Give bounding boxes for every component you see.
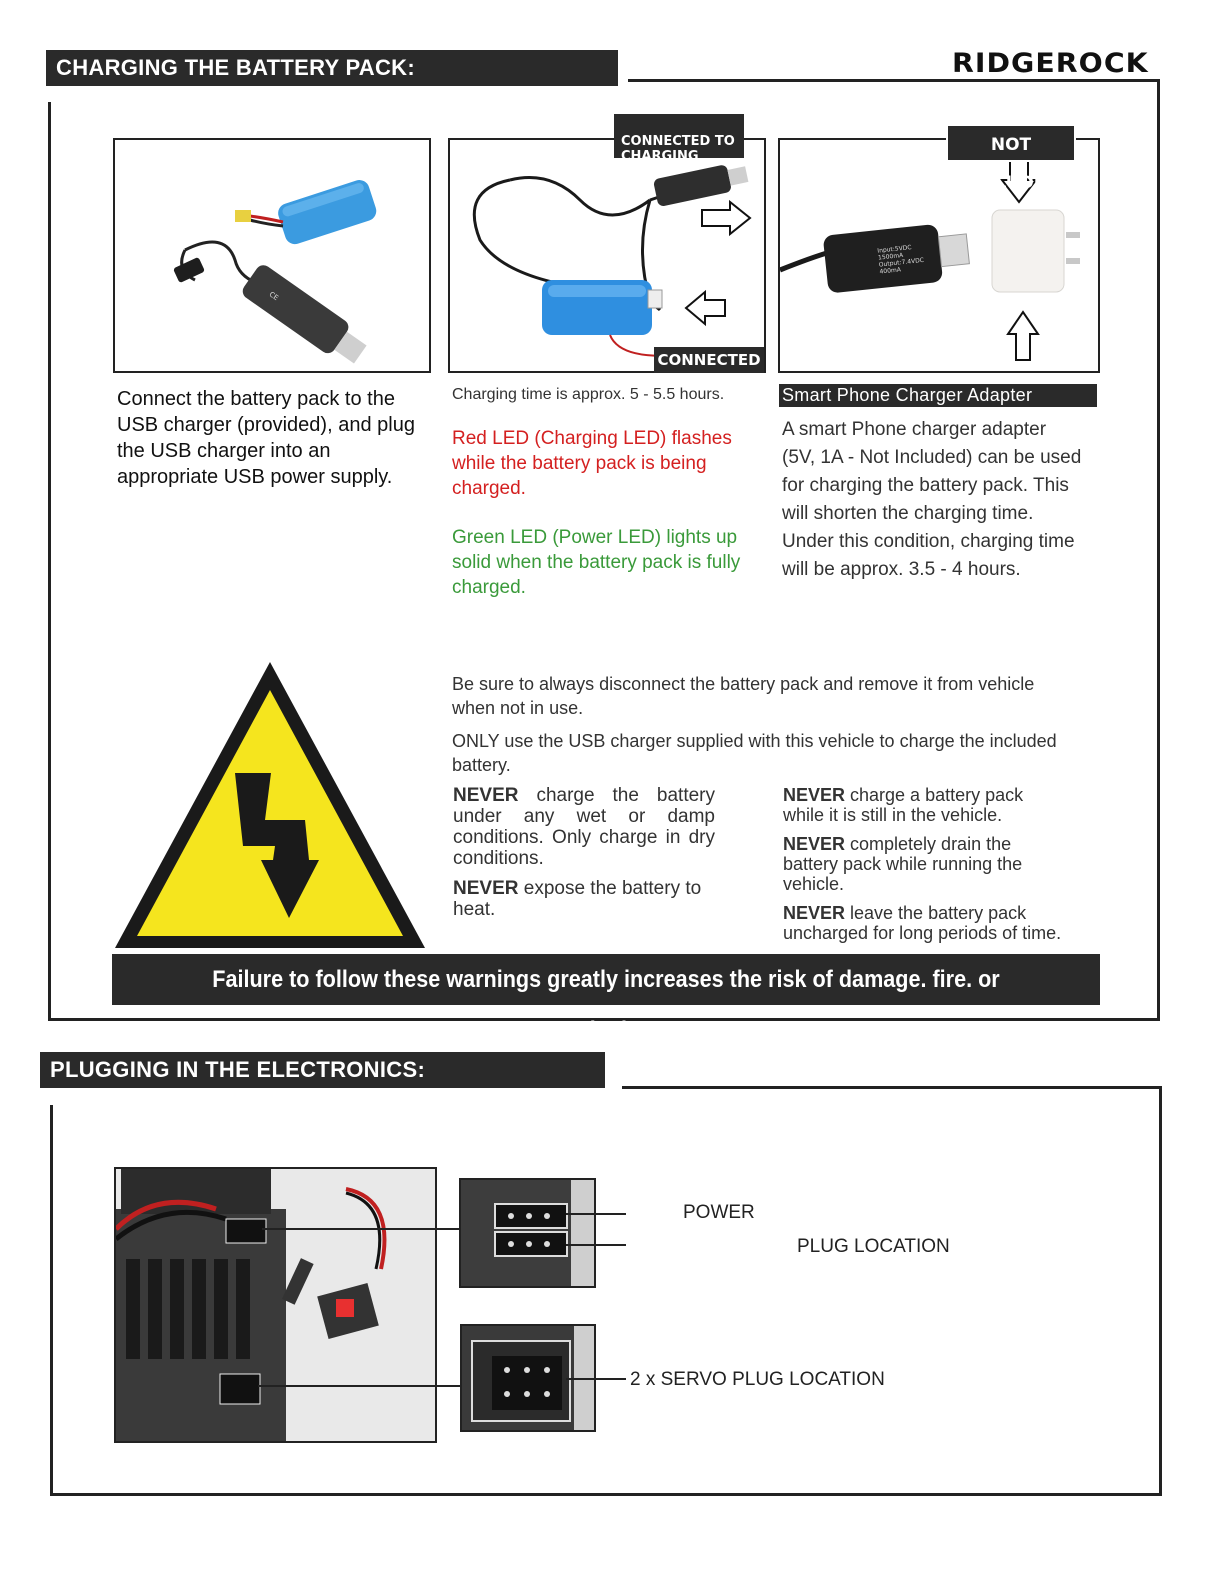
pointer-line-servo-esc bbox=[258, 1385, 460, 1387]
photo-battery-and-charger bbox=[113, 138, 431, 373]
label-plug-location: PLUG LOCATION bbox=[797, 1236, 950, 1257]
warning-never-wet: NEVER charge the battery under any wet or damp conditions. Only charge in dry conditions. bbox=[453, 785, 715, 869]
section-title: CHARGING THE BATTERY PACK: bbox=[56, 55, 415, 80]
instructions-connect: Connect the battery pack to the USB charger (provided), and plug the USB charger into an appropriate USB power supply. bbox=[117, 388, 415, 488]
tag-not-included: NOT INCLUDED bbox=[946, 124, 1076, 162]
pointer-line-power bbox=[566, 1213, 626, 1215]
tag-connected-to-charging-slot: CONNECTED TO CHARGING SLOT bbox=[614, 114, 744, 158]
warning-never-drain: NEVER completely drain the battery pack while running the vehicle. bbox=[783, 834, 1023, 894]
photo-power-plug-detail bbox=[459, 1178, 596, 1288]
pointer-line-power-esc bbox=[262, 1228, 462, 1230]
warning-banner: Failure to follow these warnings greatly increases the risk of damage. fire. or explosion. bbox=[112, 954, 1100, 1005]
warning-disconnect: Be sure to always disconnect the battery pack and remove it from vehicle when not in use. bbox=[452, 674, 1035, 718]
smart-phone-adapter-body: A smart Phone charger adapter (5V, 1A - Not Included) can be used for charging the battery pack. This will shorten the charging time. Under this condition, charging time will be approx. 3.5 - 4 hours. bbox=[782, 419, 1082, 580]
green-led-note: Green LED (Power LED) lights up solid when the battery pack is fully charged. bbox=[452, 527, 741, 598]
smart-phone-adapter-heading: Smart Phone Charger Adapter bbox=[779, 384, 1097, 407]
warning-only-supplied-charger: ONLY use the USB charger supplied with this vehicle to charge the included battery. bbox=[452, 731, 1057, 775]
label-servo-plug-location: 2 x SERVO PLUG LOCATION bbox=[630, 1369, 885, 1390]
warning-never-heat: NEVER expose the battery to heat. bbox=[453, 878, 702, 920]
charging-time: Charging time is approx. 5 - 5.5 hours. bbox=[452, 386, 725, 403]
photo-charging-connection bbox=[448, 138, 766, 373]
frame-right bbox=[1157, 79, 1160, 1021]
brand-logo: RIDGEROCK bbox=[952, 48, 1149, 79]
tag-connected: CONNECTED bbox=[654, 347, 764, 373]
frame2-bottom bbox=[50, 1493, 1162, 1496]
label-power: POWER bbox=[683, 1202, 755, 1223]
frame2-left bbox=[50, 1105, 53, 1496]
frame2-top bbox=[622, 1086, 1162, 1089]
red-led-note: Red LED (Charging LED) flashes while the battery pack is being charged. bbox=[452, 428, 732, 499]
section-header-electronics bbox=[40, 1052, 605, 1088]
svg-text:CE: CE bbox=[267, 290, 280, 303]
pointer-line-servo bbox=[566, 1378, 626, 1380]
section-title: PLUGGING IN THE ELECTRONICS: bbox=[50, 1057, 426, 1082]
frame-top bbox=[628, 79, 1160, 82]
warning-triangle-icon bbox=[113, 660, 427, 950]
warning-never-uncharged: NEVER leave the battery pack uncharged for long periods of time. bbox=[783, 903, 1062, 943]
photo-esc-unit bbox=[114, 1167, 437, 1443]
frame-left bbox=[48, 102, 51, 1021]
pointer-line-plug bbox=[566, 1244, 626, 1246]
frame2-right bbox=[1159, 1086, 1162, 1496]
charger-spec-label: Input:5VDC 1500mA Output:7.4VDC 400mA bbox=[877, 244, 925, 276]
warning-never-in-vehicle: NEVER charge a battery pack while it is still in the vehicle. bbox=[783, 785, 1024, 825]
section-header-charging bbox=[46, 50, 618, 86]
